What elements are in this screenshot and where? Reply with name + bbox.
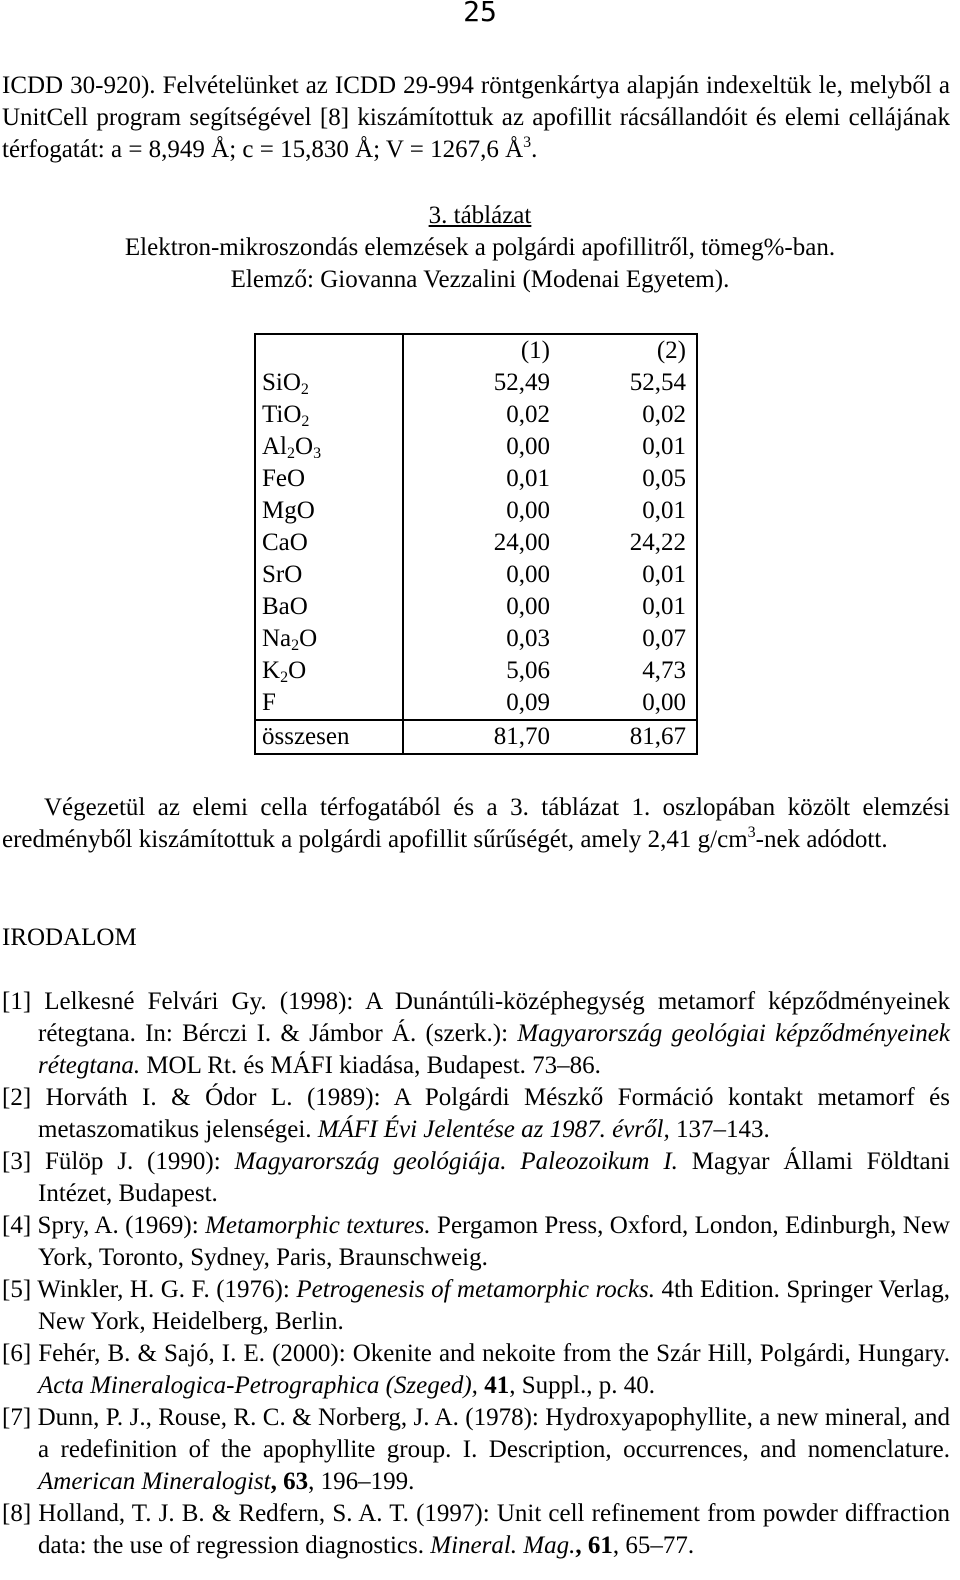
table-row xyxy=(255,655,697,687)
value-col1: 24,00 xyxy=(493,529,550,556)
oxide-cell: MgO xyxy=(255,495,403,527)
oxide-cell: $Na_2O$ xyxy=(255,623,403,655)
value-col2: 4,73 xyxy=(554,655,697,687)
oxide-cell: $Al_2O_3$ xyxy=(255,431,403,463)
value-col1: 0,00 xyxy=(506,593,550,620)
value-col1: 52,49 xyxy=(493,369,550,396)
table-row xyxy=(255,623,697,655)
composition-table xyxy=(254,333,698,755)
value-col2: 24,22 xyxy=(554,527,697,559)
reference-item: [3] Fülöp J. (1990): Magyarország geológiája. Paleozoikum I. Magyar Állami Földtani Intézet, Budapest. xyxy=(2,1148,950,1207)
oxide-cell: CaO xyxy=(255,527,403,559)
table-row xyxy=(255,591,697,623)
reference-item: [5] Winkler, H. G. F. (1976): Petrogenesis of metamorphic rocks. 4th Edition. Springer Verlag, New York, Heidelberg, Berlin. xyxy=(2,1276,950,1335)
conclusion-superscript: 3 xyxy=(747,824,756,841)
intro-text-end: . xyxy=(531,136,538,163)
table-row xyxy=(255,527,697,559)
table-row xyxy=(255,495,697,527)
reference-item: [8] Holland, T. J. B. & Redfern, S. A. T. (1997): Unit cell refinement from powder diffraction data: the use of regression diagnostics. Mineral. Mag., 61, 65–77. xyxy=(2,1500,950,1559)
value-col1: 0,01 xyxy=(506,465,550,492)
intro-paragraph xyxy=(2,70,950,166)
value-col2: 0,01 xyxy=(554,495,697,527)
table-row xyxy=(255,687,697,720)
page-number: 25 xyxy=(463,0,497,28)
table-caption xyxy=(0,200,960,296)
conclusion-text: Végezetül az elemi cella térfogatából és a 3. táblázat 1. oszlopában közölt elemzési eredményből kiszámítottuk a polgárdi apofillit sűrűségét, amely 2,41 g/cm xyxy=(2,794,950,853)
value-col2: 0,01 xyxy=(554,559,697,591)
table-row xyxy=(255,559,697,591)
total-col1: 81,70 xyxy=(403,720,554,754)
value-col1: 0,03 xyxy=(506,625,550,652)
table-total-row xyxy=(255,720,697,754)
oxide-cell: $K_2O$ xyxy=(255,655,403,687)
value-col1: 0,00 xyxy=(506,561,550,588)
reference-list xyxy=(2,986,950,1562)
value-col2: 0,00 xyxy=(554,687,697,720)
conclusion-text-end: -nek adódott. xyxy=(755,826,888,853)
table-row xyxy=(255,463,697,495)
table-header-row xyxy=(255,334,697,367)
total-label: összesen xyxy=(255,720,403,754)
conclusion-paragraph xyxy=(2,792,950,856)
table-caption-line2: Elemző: Giovanna Vezzalini (Modenai Egyetem). xyxy=(230,266,730,293)
reference-item: [4] Spry, A. (1969): Metamorphic textures. Pergamon Press, Oxford, London, Edinburgh, New York, Toronto, Sydney, Paris, Braunschweig. xyxy=(2,1212,950,1271)
value-col2: 0,07 xyxy=(554,623,697,655)
table-row xyxy=(255,399,697,431)
reference-item: [1] Lelkesné Felvári Gy. (1998): A Dunántúli-középhegység metamorf képződményeinek rétegtana. In: Bérczi I. & Jámbor Á. (szerk.): Magyarország geológiai képződményeinek rétegtana. MOL Rt. és MÁFI kiadása, Budapest. 73–86. xyxy=(2,988,951,1079)
table-header-col1: (1) xyxy=(403,334,554,367)
value-col1: 0,09 xyxy=(506,689,550,716)
value-col1: 5,06 xyxy=(506,657,550,684)
reference-item: [7] Dunn, P. J., Rouse, R. C. & Norberg, J. A. (1978): Hydroxyapophyllite, a new mineral, and a redefinition of the apophyllite group. I. Description, occurrences, and nomenclature. American Mineralogist, 63, 196–199. xyxy=(2,1404,950,1495)
table-header-col2: (2) xyxy=(554,334,697,367)
table-row xyxy=(255,367,697,399)
reference-item: [2] Horváth I. & Ódor L. (1989): A Polgárdi Mészkő Formáció kontakt metamorf és metaszomatikus jelenségei. MÁFI Évi Jelentése az 1987. évről, 137–143. xyxy=(2,1084,950,1143)
value-col2: 0,01 xyxy=(554,431,697,463)
oxide-cell: SrO xyxy=(255,559,403,591)
value-col1: 0,00 xyxy=(506,497,550,524)
value-col1: 0,00 xyxy=(506,433,550,460)
oxide-cell: BaO xyxy=(255,591,403,623)
intro-superscript: 3 xyxy=(523,134,532,151)
value-col2: 0,02 xyxy=(554,399,697,431)
value-col2: 0,05 xyxy=(554,463,697,495)
value-col2: 52,54 xyxy=(554,367,697,399)
value-col1: 0,02 xyxy=(506,401,550,428)
intro-text: ICDD 30-920). Felvételünket az ICDD 29-994 röntgenkártya alapján indexeltük le, melyből a UnitCell program segítségével [8] kiszámítottuk az apofillit rácsállandóit és elemi cellájának térfogatát: a = 8,949 Å; c = 15,830 Å; V = 1267,6 Å xyxy=(2,72,950,163)
table-header-blank xyxy=(255,334,403,367)
oxide-cell: TiO$_2$ xyxy=(255,399,403,431)
table-row xyxy=(255,431,697,463)
table-number: 3. táblázat xyxy=(428,202,532,229)
value-col2: 0,01 xyxy=(554,591,697,623)
oxide-cell: SiO$_2$ xyxy=(255,367,403,399)
oxide-cell: F xyxy=(255,687,403,720)
references-heading: IRODALOM xyxy=(2,924,137,951)
total-col2: 81,67 xyxy=(554,720,697,754)
reference-item: [6] Fehér, B. & Sajó, I. E. (2000): Okenite and nekoite from the Szár Hill, Polgárdi, Hungary. Acta Mineralogica-Petrographica (Szeged), 41, Suppl., p. 40. xyxy=(2,1340,950,1399)
table-caption-line1: Elektron-mikroszondás elemzések a polgárdi apofillitről, tömeg%-ban. xyxy=(124,234,836,261)
oxide-cell: FeO xyxy=(255,463,403,495)
